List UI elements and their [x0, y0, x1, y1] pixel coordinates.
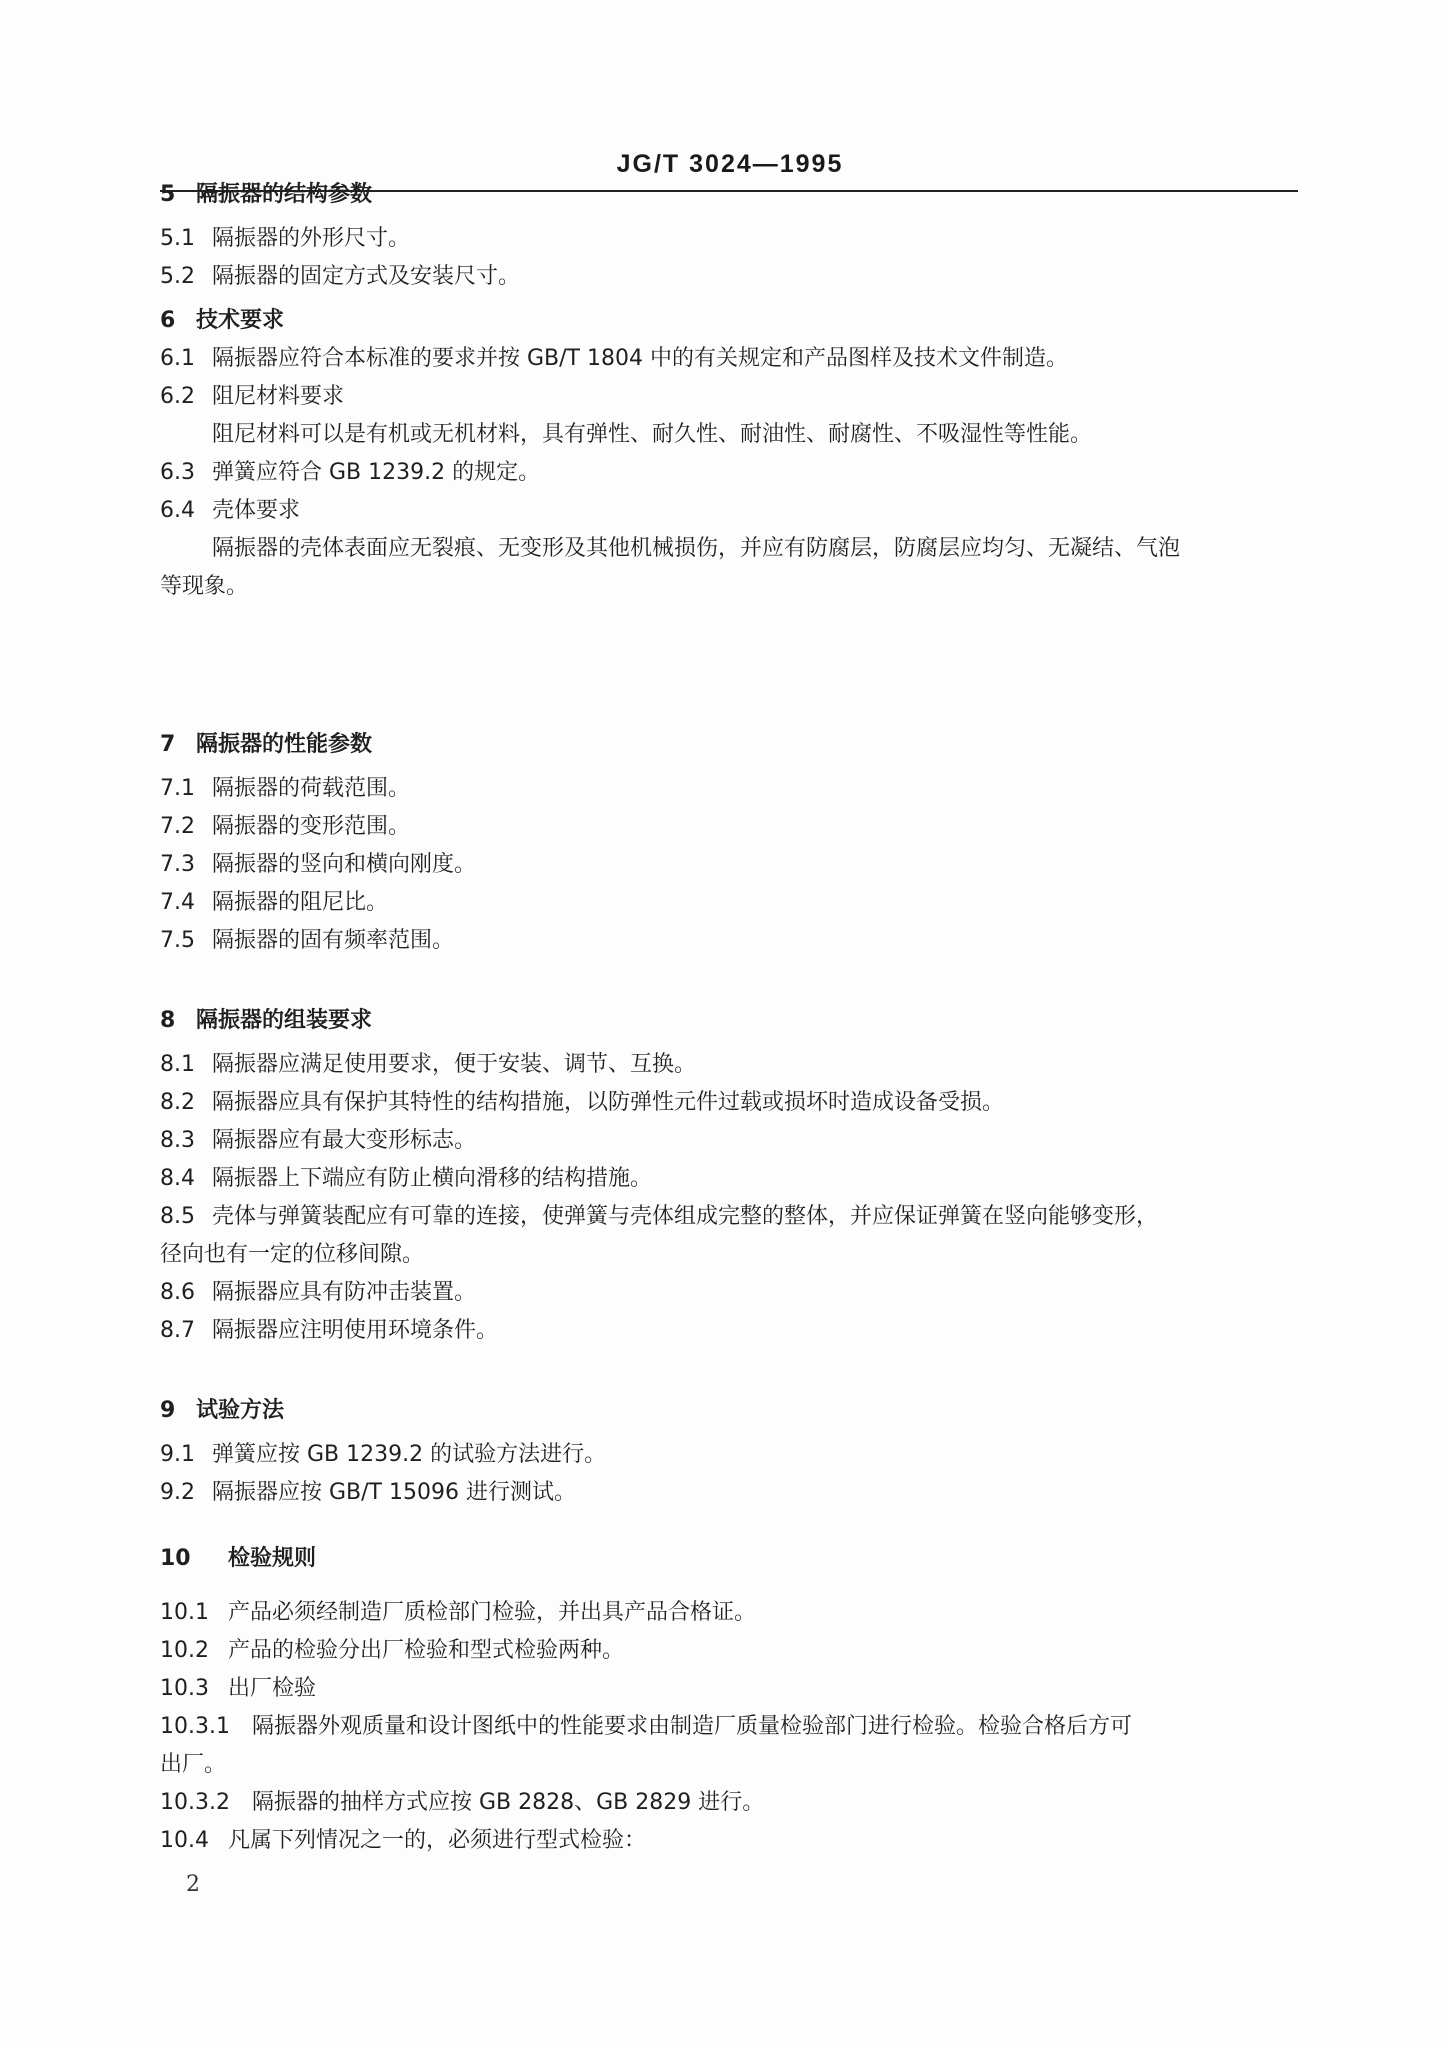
clause-9-1: 9.1 弹簧应按 GB 1239.2 的试验方法进行。 — [160, 1442, 607, 1467]
clause-7-2: 7.2 隔振器的变形范围。 — [160, 814, 411, 839]
clause-8-2: 8.2 隔振器应具有保护其特性的结构措施，以防弹性元件过载或损坏时造成设备受损。 — [160, 1090, 1005, 1115]
clause-8-7: 8.7 隔振器应注明使用环境条件。 — [160, 1318, 499, 1343]
standard-code-header: JG/T 3024—1995 — [616, 150, 844, 178]
clause-6-2: 6.2 阻尼材料要求 — [160, 384, 345, 409]
section-5-items — [160, 220, 1300, 296]
clause-7-1: 7.1 隔振器的荷载范围。 — [160, 776, 411, 801]
section-heading: 9 试验方法 — [160, 1398, 285, 1423]
section-6-items — [160, 340, 1300, 606]
clause-10-3: 10.3 出厂检验 — [160, 1676, 317, 1701]
clause-9-2: 9.2 隔振器应按 GB/T 15096 进行测试。 — [160, 1480, 576, 1505]
clause-6-1: 6.1 隔振器应符合本标准的要求并按 GB/T 1804 中的有关规定和产品图样及技术文件制造。 — [160, 346, 1068, 371]
section-9-items — [160, 1436, 1300, 1512]
section-10-items — [160, 1594, 1300, 1860]
clause-8-3: 8.3 隔振器应有最大变形标志。 — [160, 1128, 477, 1153]
clause-5-2: 5.2 隔振器的固定方式及安装尺寸。 — [160, 264, 521, 289]
clause-8-4: 8.4 隔振器上下端应有防止横向滑移的结构措施。 — [160, 1166, 653, 1191]
section-heading: 7 隔振器的性能参数 — [160, 732, 373, 757]
clause-5-1: 5.1 隔振器的外形尺寸。 — [160, 226, 411, 251]
clause-10-3-2: 10.3.2 隔振器的抽样方式应按 GB 2828、GB 2829 进行。 — [160, 1790, 765, 1815]
section-heading: 10 检验规则 — [160, 1546, 317, 1571]
section-heading: 6 技术要求 — [160, 308, 285, 333]
section-9 — [160, 1392, 1300, 1430]
section-10 — [160, 1540, 1300, 1578]
clause-6-4: 6.4 壳体要求 — [160, 498, 301, 523]
clause-6-2-body: 阻尼材料可以是有机或无机材料，具有弹性、耐久性、耐油性、耐腐性、不吸湿性等性能。 — [212, 422, 1093, 447]
page-number: 2 — [186, 1872, 200, 1897]
clause-10-2: 10.2 产品的检验分出厂检验和型式检验两种。 — [160, 1638, 625, 1663]
section-heading: 8 隔振器的组装要求 — [160, 1008, 373, 1033]
clause-8-5: 8.5 壳体与弹簧装配应有可靠的连接，使弹簧与壳体组成完整的整体，并应保证弹簧在竖向能够变形， — [160, 1204, 1159, 1229]
section-heading: 5 隔振器的结构参数 — [160, 182, 373, 207]
section-8 — [160, 1002, 1300, 1040]
clause-7-5: 7.5 隔振器的固有频率范围。 — [160, 928, 455, 953]
clause-8-1: 8.1 隔振器应满足使用要求，便于安装、调节、互换。 — [160, 1052, 697, 1077]
clause-10-1: 10.1 产品必须经制造厂质检部门检验，并出具产品合格证。 — [160, 1600, 757, 1625]
clause-8-5-cont: 径向也有一定的位移间隙。 — [160, 1242, 425, 1267]
clause-6-3: 6.3 弹簧应符合 GB 1239.2 的规定。 — [160, 460, 541, 485]
section-8-items — [160, 1046, 1300, 1350]
clause-10-4: 10.4 凡属下列情况之一的，必须进行型式检验： — [160, 1828, 647, 1853]
section-7-items — [160, 770, 1300, 960]
clause-7-3: 7.3 隔振器的竖向和横向刚度。 — [160, 852, 477, 877]
clause-6-4-body: 隔振器的壳体表面应无裂痕、无变形及其他机械损伤，并应有防腐层，防腐层应均匀、无凝结、气泡 — [212, 536, 1181, 561]
clause-10-3-1-cont: 出厂。 — [160, 1752, 227, 1777]
clause-7-4: 7.4 隔振器的阻尼比。 — [160, 890, 389, 915]
section-7 — [160, 726, 1300, 764]
section-5 — [160, 176, 1300, 214]
clause-10-3-1: 10.3.1 隔振器外观质量和设计图纸中的性能要求由制造厂质量检验部门进行检验。检验合格后方可 — [160, 1714, 1133, 1739]
clause-8-6: 8.6 隔振器应具有防冲击装置。 — [160, 1280, 477, 1305]
section-6 — [160, 302, 1300, 340]
clause-6-4-body-cont: 等现象。 — [160, 574, 249, 599]
